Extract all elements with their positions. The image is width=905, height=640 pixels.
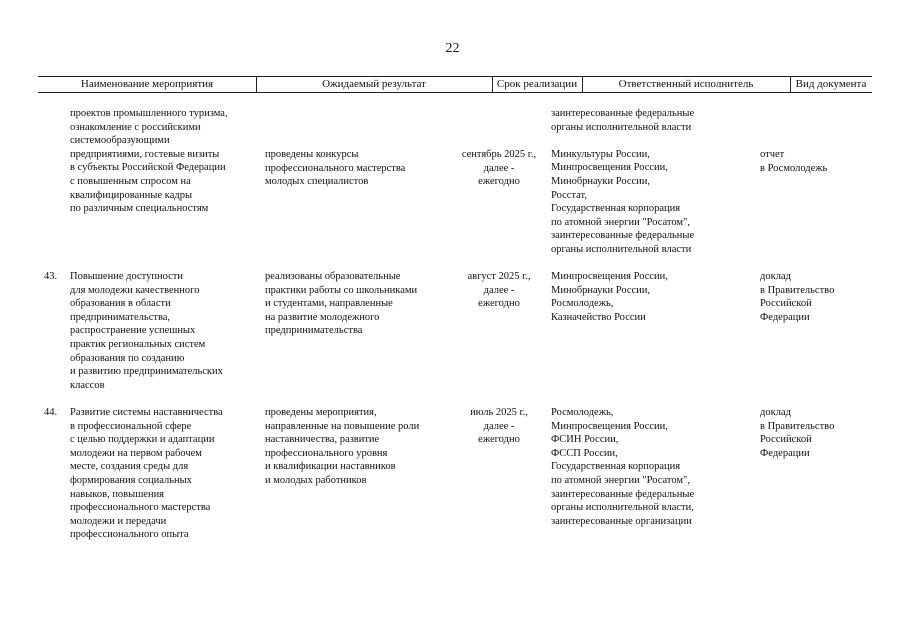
cell-text-line: профессионального мастерства: [70, 502, 211, 514]
cell-text-line: распространение успешных: [70, 325, 196, 337]
row-expected-result: [265, 270, 450, 338]
row-event-name: [70, 406, 260, 542]
cell-text-line: по атомной энергии "Росатом",: [551, 474, 690, 486]
cell-text-line: навыков, повышения: [70, 488, 165, 500]
cell-text-line: молодежи и передачи: [70, 515, 167, 527]
cell-text-line: доклад: [760, 271, 791, 282]
cell-text-line: Федерации: [760, 447, 810, 459]
cell-text-line: заинтересованные федеральные: [551, 230, 695, 242]
cell-text-line: далее -: [483, 284, 515, 296]
cell-text-line: Государственная корпорация: [551, 461, 681, 473]
header-term: Срок реализации: [496, 78, 578, 90]
cell-text-line: проведены мероприятия,: [265, 407, 377, 418]
cell-text-line: предпринимательства,: [70, 311, 171, 323]
cell-text-line: в Росмолодежь: [760, 162, 828, 174]
cell-text-line: системообразующими: [70, 135, 170, 147]
cell-text-line: молодежи на первом рабочем: [70, 447, 202, 459]
cell-text-line: Повышение доступности: [70, 271, 183, 282]
cell-text-line: предприятиями, гостевые визиты: [70, 148, 220, 160]
cell-text-line: Росстат,: [551, 189, 587, 201]
cell-text-line: с целью поддержки и адаптации: [70, 434, 215, 446]
cell-text-line: в субъекты Российской Федерации: [70, 162, 226, 174]
cell-text-line: с повышенным спросом на: [70, 175, 191, 187]
cell-text-line: ежегодно: [478, 434, 520, 446]
cell-text-line: профессионального уровня: [265, 447, 388, 459]
cell-text-line: ФСИН России,: [551, 434, 619, 446]
cell-text-line: образования по созданию: [70, 352, 185, 364]
row-term: [454, 406, 544, 447]
cell-text-line: Минкультуры России,: [551, 148, 650, 160]
cell-text-line: июль 2025 г.,: [470, 407, 528, 418]
cell-text-line: по различным специальностям: [70, 203, 209, 215]
header-expected-result: Ожидаемый результат: [322, 78, 426, 90]
row-term: [454, 270, 544, 311]
cell-text-line: и молодых работников: [265, 474, 367, 486]
cell-text-line: Росмолодежь,: [551, 298, 614, 310]
cell-text-line: и развитию предпринимательских: [70, 366, 223, 378]
header-executor: Ответственный исполнитель: [618, 78, 754, 90]
cell-text-line: для молодежи качественного: [70, 284, 200, 296]
row-document-type: [760, 148, 860, 175]
cell-text-line: далее -: [483, 420, 515, 432]
cell-text-line: Минобрнауки России,: [551, 284, 651, 296]
cell-text-line: Российской: [760, 298, 812, 310]
cell-text-line: доклад: [760, 407, 791, 418]
cell-text-line: в Правительство: [760, 420, 835, 432]
cell-text-line: образования в области: [70, 298, 171, 310]
cell-text-line: Минпросвещения России,: [551, 162, 668, 174]
cell-text-line: в профессиональной сфере: [70, 420, 192, 432]
cell-text-line: на развитие молодежного: [265, 311, 380, 323]
cell-text-line: далее -: [483, 162, 515, 174]
table-header: [38, 76, 872, 93]
cell-text-line: Федерации: [760, 311, 810, 323]
cell-text-line: органы исполнительной власти: [551, 243, 692, 255]
cell-text-line: Развитие системы наставничества: [70, 407, 223, 418]
cell-text-line: реализованы образовательные: [265, 271, 401, 282]
cell-text-line: заинтересованные организации: [551, 515, 692, 527]
cell-text-line: проведены конкурсы: [265, 149, 359, 160]
cell-text-line: квалифицированные кадры: [70, 189, 193, 201]
row-event-name: [70, 270, 260, 392]
cell-text-line: практики работы со школьниками: [265, 284, 418, 296]
row-number: 44.: [44, 407, 58, 418]
cell-text-line: сентябрь 2025 г.,: [461, 149, 537, 160]
row-expected-result: [265, 148, 450, 189]
cell-text-line: заинтересованные федеральные: [551, 488, 695, 500]
cell-text-line: отчет: [760, 149, 785, 160]
row-number: 43.: [44, 271, 58, 282]
cell-text-line: ФССП России,: [551, 447, 618, 459]
cell-text-line: практик региональных систем: [70, 338, 206, 350]
cell-text-line: профессионального мастерства: [265, 162, 406, 174]
cell-text-line: ежегодно: [478, 298, 520, 310]
header-event-name: Наименование мероприятия: [80, 78, 214, 90]
cell-text-line: наставничества, развитие: [265, 434, 380, 446]
cell-text-line: Минпросвещения России,: [551, 420, 668, 432]
cell-text-line: Российской: [760, 434, 812, 446]
row-term: [454, 148, 544, 189]
cell-text-line: в Правительство: [760, 284, 835, 296]
cell-text-line: [551, 134, 751, 148]
row-event-name: [70, 107, 260, 216]
cell-text-line: Росмолодежь,: [551, 407, 614, 418]
cell-text-line: проектов промышленного туризма,: [70, 108, 228, 119]
row-executor: [551, 406, 751, 528]
cell-text-line: ознакомление с российскими: [70, 121, 201, 133]
cell-text-line: и студентами, направленные: [265, 298, 393, 310]
cell-text-line: органы исполнительной власти,: [551, 502, 694, 514]
header-document-type: Вид документа: [795, 78, 867, 90]
cell-text-line: август 2025 г.,: [467, 271, 531, 282]
cell-text-line: Минобрнауки России,: [551, 175, 651, 187]
page-number: 22: [445, 41, 460, 56]
cell-text-line: направленные на повышение роли: [265, 420, 420, 432]
cell-text-line: Государственная корпорация: [551, 203, 681, 215]
cell-text-line: по атомной энергии "Росатом",: [551, 216, 690, 228]
cell-text-line: Казначейство России: [551, 311, 646, 323]
cell-text-line: ежегодно: [478, 176, 520, 188]
cell-text-line: заинтересованные федеральные: [551, 108, 695, 119]
row-executor: [551, 107, 751, 257]
cell-text-line: месте, создания среды для: [70, 461, 189, 473]
cell-text-line: классов: [70, 379, 105, 391]
cell-text-line: и квалификации наставников: [265, 461, 396, 473]
row-document-type: [760, 270, 860, 324]
cell-text-line: органы исполнительной власти: [551, 121, 692, 133]
cell-text-line: предпринимательства: [265, 325, 363, 337]
row-expected-result: [265, 406, 450, 488]
cell-text-line: формирования социальных: [70, 474, 192, 486]
cell-text-line: профессионального опыта: [70, 529, 189, 541]
row-document-type: [760, 406, 860, 460]
row-executor: [551, 270, 751, 324]
cell-text-line: молодых специалистов: [265, 176, 369, 188]
cell-text-line: Минпросвещения России,: [551, 271, 668, 282]
